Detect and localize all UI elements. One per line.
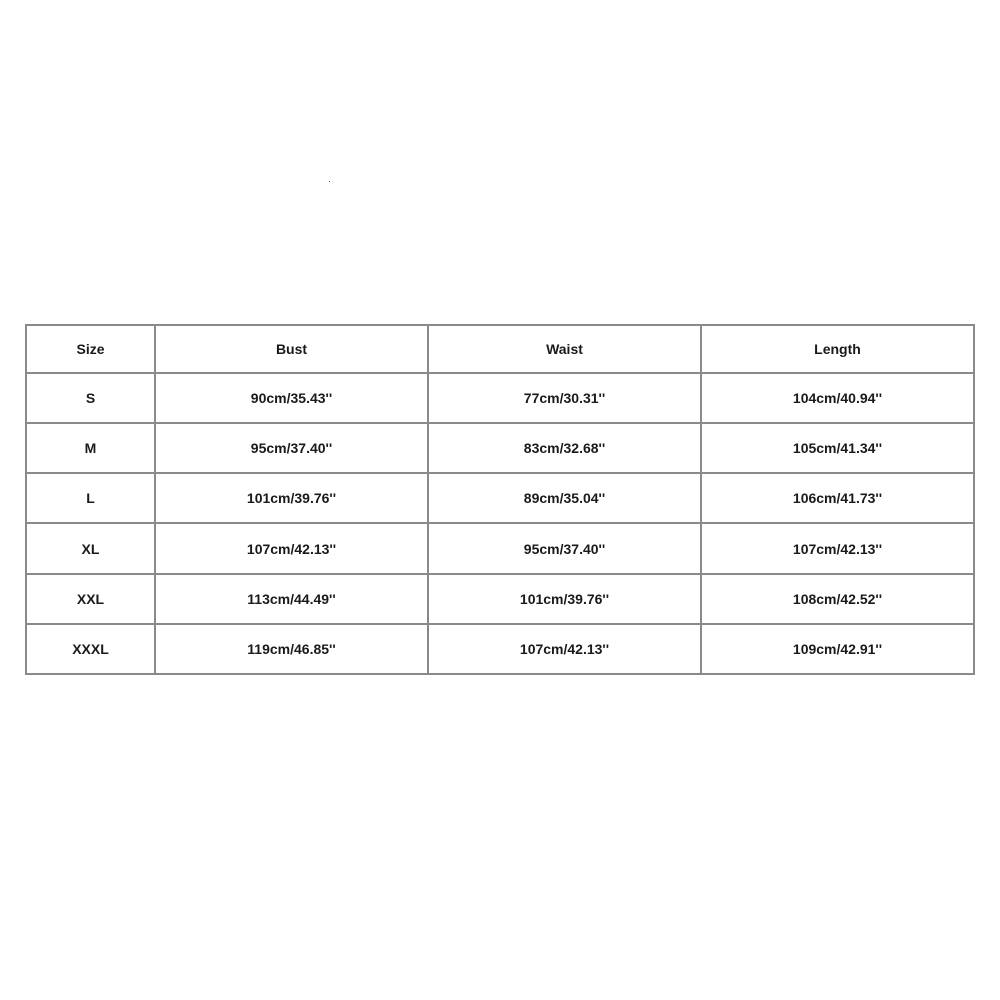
cell-waist: 77cm/30.31'' bbox=[428, 373, 701, 423]
cell-waist: 101cm/39.76'' bbox=[428, 574, 701, 624]
cell-bust: 90cm/35.43'' bbox=[155, 373, 428, 423]
cell-length: 108cm/42.52'' bbox=[701, 574, 974, 624]
cell-waist: 89cm/35.04'' bbox=[428, 473, 701, 523]
cell-size: M bbox=[26, 423, 155, 473]
table-row bbox=[26, 624, 974, 674]
table-row bbox=[26, 423, 974, 473]
cell-size: XXL bbox=[26, 574, 155, 624]
cell-bust: 95cm/37.40'' bbox=[155, 423, 428, 473]
cell-length: 105cm/41.34'' bbox=[701, 423, 974, 473]
size-chart-table bbox=[25, 324, 975, 675]
header-waist: Waist bbox=[428, 325, 701, 373]
table-row bbox=[26, 574, 974, 624]
cell-bust: 101cm/39.76'' bbox=[155, 473, 428, 523]
table-row bbox=[26, 523, 974, 573]
cell-waist: 95cm/37.40'' bbox=[428, 523, 701, 573]
cell-length: 109cm/42.91'' bbox=[701, 624, 974, 674]
cell-bust: 119cm/46.85'' bbox=[155, 624, 428, 674]
cell-length: 107cm/42.13'' bbox=[701, 523, 974, 573]
header-length: Length bbox=[701, 325, 974, 373]
cell-length: 104cm/40.94'' bbox=[701, 373, 974, 423]
header-row bbox=[26, 325, 974, 373]
header-bust: Bust bbox=[155, 325, 428, 373]
header-size: Size bbox=[26, 325, 155, 373]
cell-size: L bbox=[26, 473, 155, 523]
cell-waist: 107cm/42.13'' bbox=[428, 624, 701, 674]
cell-waist: 83cm/32.68'' bbox=[428, 423, 701, 473]
stray-dot bbox=[329, 181, 330, 182]
cell-bust: 107cm/42.13'' bbox=[155, 523, 428, 573]
cell-bust: 113cm/44.49'' bbox=[155, 574, 428, 624]
table-row bbox=[26, 473, 974, 523]
cell-size: XXXL bbox=[26, 624, 155, 674]
cell-length: 106cm/41.73'' bbox=[701, 473, 974, 523]
table-row bbox=[26, 373, 974, 423]
cell-size: XL bbox=[26, 523, 155, 573]
cell-size: S bbox=[26, 373, 155, 423]
